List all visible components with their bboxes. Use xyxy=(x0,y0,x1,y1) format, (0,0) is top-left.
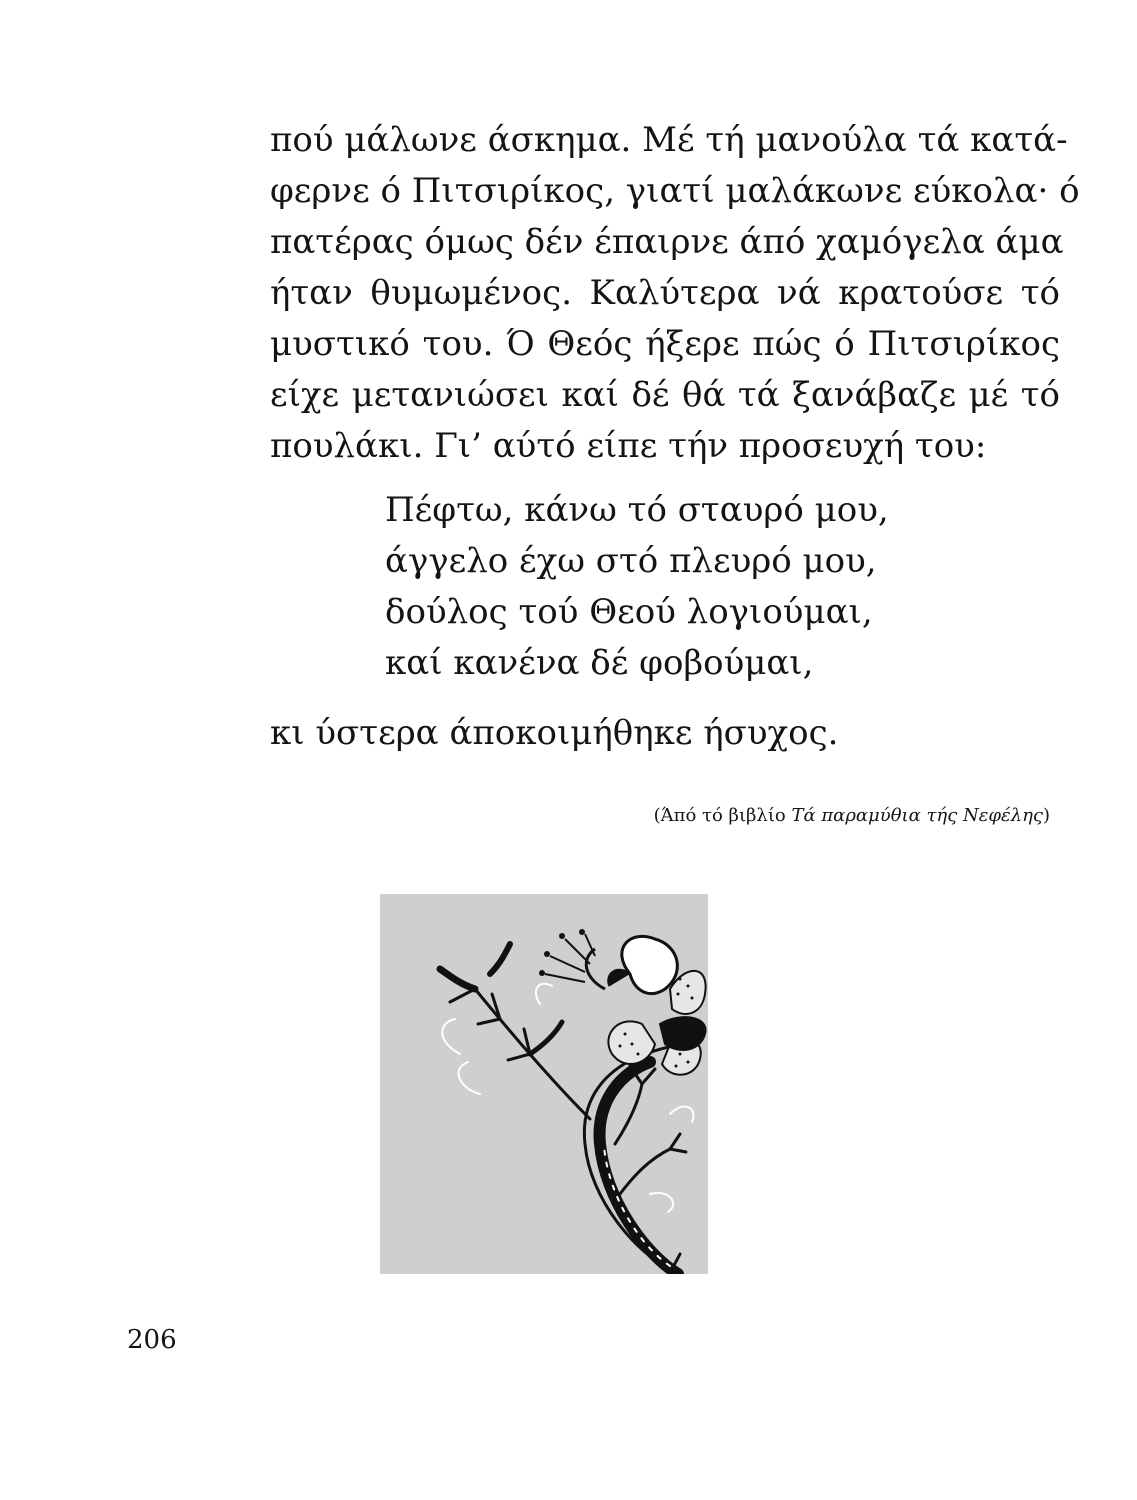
closing-line: κι ύστερα άποκοιμήθηκε ήσυχος. xyxy=(270,713,839,753)
poem-line: άγγελο έχω στό πλευρό μου, xyxy=(385,541,877,581)
source-prefix: (Άπό τό βιβλίο xyxy=(653,805,792,826)
poem-line: δούλος τού Θεού λογιούμαι, xyxy=(385,592,873,632)
flower-illustration xyxy=(380,894,708,1274)
prose-line: είχε μετανιώσει καί δέ θά τά ξανάβαζε μέ τό xyxy=(270,375,1060,415)
source-citation xyxy=(654,803,1050,829)
prose-line: πουλάκι. Γι’ αύτό είπε τήν προσευχή του: xyxy=(270,426,987,466)
prose-paragraph xyxy=(270,115,1080,472)
source-suffix: ) xyxy=(1042,805,1050,826)
source-book-title: Τά παραμύθια τής Νεφέλης xyxy=(791,805,1043,826)
prose-line: πατέρας όμως δέν έπαιρνε άπό χαμόγελα άμα xyxy=(270,222,1064,262)
prose-line: μυστικό του. Ό Θεός ήξερε πώς ό Πιτσιρίκος xyxy=(270,324,1060,364)
poem-line: καί κανένα δέ φοβούμαι, xyxy=(385,643,814,683)
poem-line: Πέφτω, κάνω τό σταυρό μου, xyxy=(385,490,889,530)
prose-line: φερνε ό Πιτσιρίκος, γιατί μαλάκωνε εύκολα· ό xyxy=(270,171,1080,211)
prayer-poem xyxy=(385,485,889,689)
prose-line: πού μάλωνε άσκημα. Μέ τή μανούλα τά κατά- xyxy=(270,120,1068,160)
prose-line: ήταν θυμωμένος. Καλύτερα νά κρατούσε τό xyxy=(270,273,1060,313)
page-number: 206 xyxy=(127,1325,177,1355)
flower-ornament-icon xyxy=(380,894,708,1274)
